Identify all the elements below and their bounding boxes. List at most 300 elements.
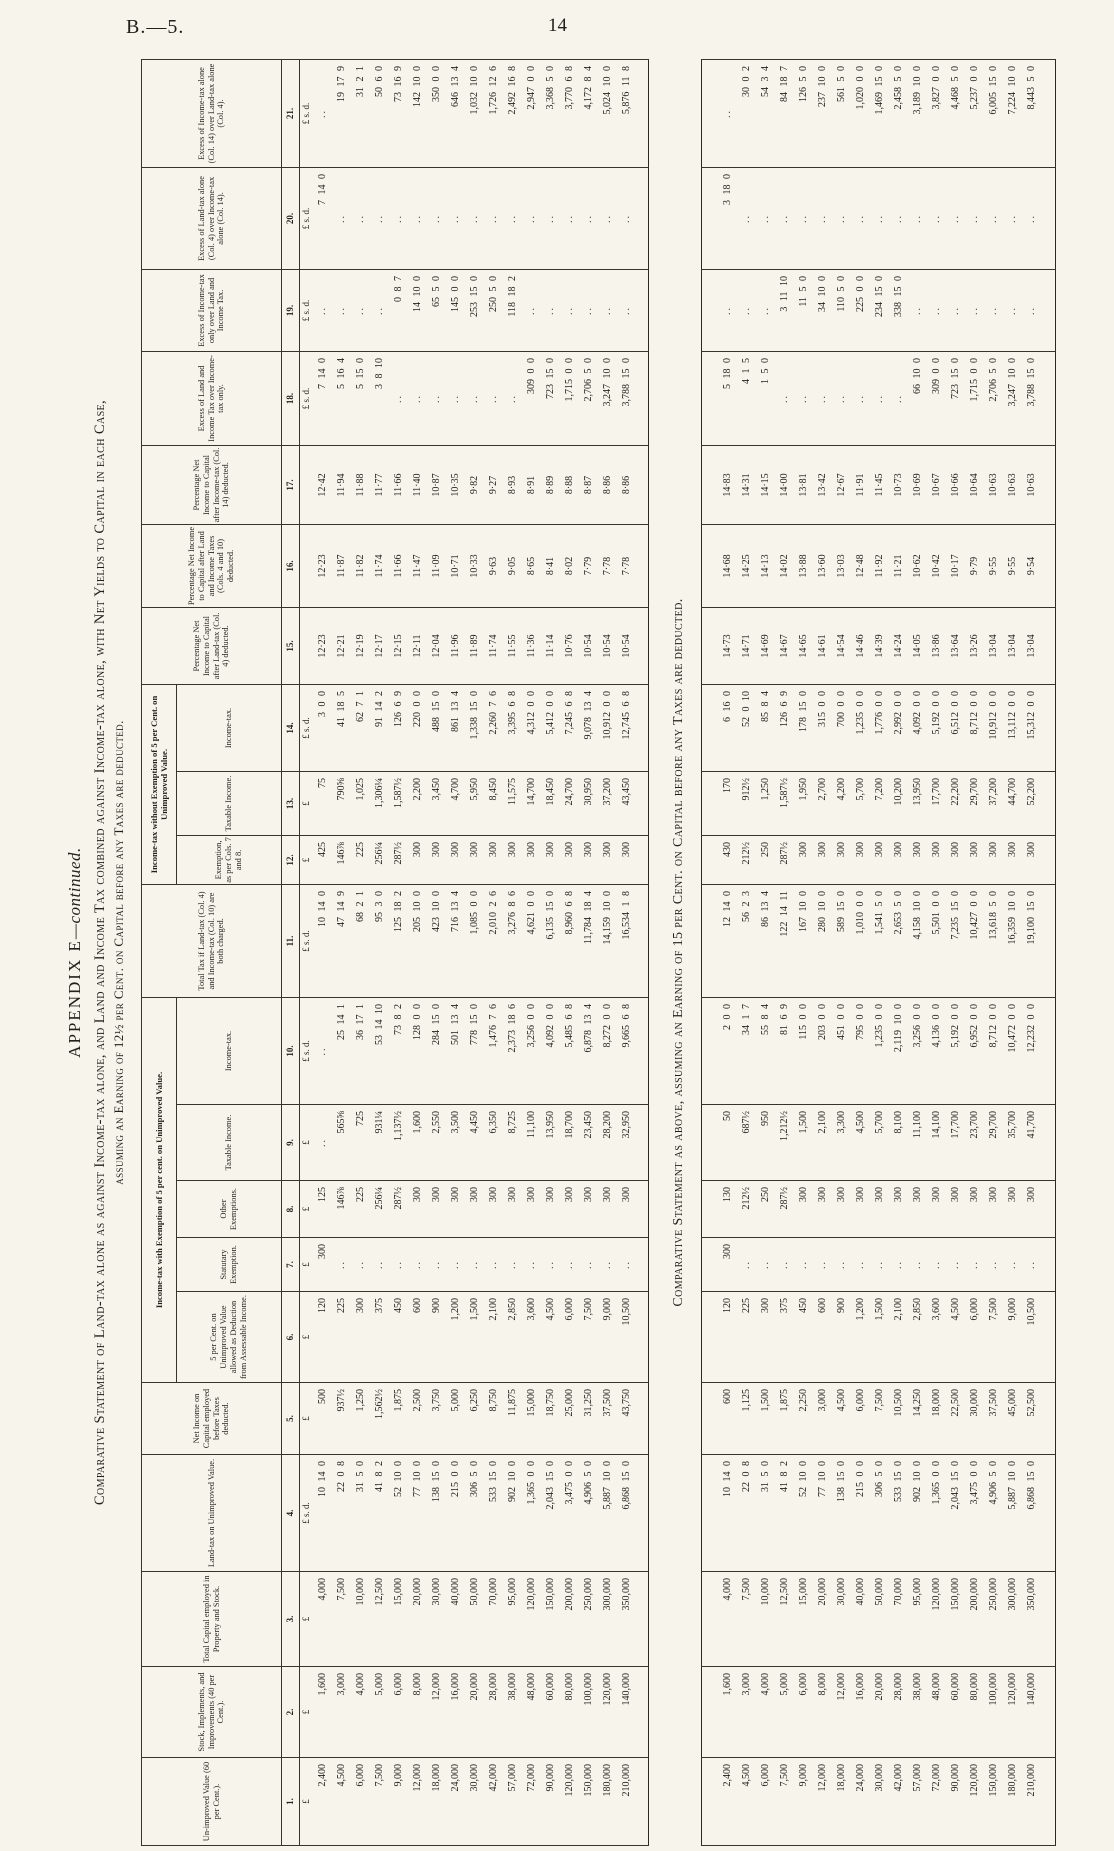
- table-cell: ..: [408, 167, 427, 269]
- table-cell: 11·82: [351, 524, 370, 607]
- table-cell: ..: [756, 270, 775, 352]
- table-cell: 180,000: [1003, 1758, 1022, 1846]
- unit-cell: £ s. d.: [300, 997, 314, 1104]
- table-cell: 5,000: [446, 1383, 465, 1455]
- table-cell: 3 8 10: [370, 351, 389, 445]
- table-cell: 6,952 0 0: [965, 998, 984, 1105]
- table-cell: 287½: [775, 836, 794, 885]
- unit-cell: [300, 445, 314, 524]
- table-cell: 85 8 4: [756, 685, 775, 772]
- table-cell: 350,000: [617, 1572, 649, 1667]
- table-cell: 10·87: [427, 445, 446, 524]
- table-cell: 37,500: [984, 1383, 1003, 1455]
- table-cell: 11·91: [851, 446, 870, 525]
- table-cell: 8·87: [579, 445, 598, 524]
- table-cell: ..: [313, 59, 332, 167]
- table-cell: 6,000: [389, 1667, 408, 1758]
- table-cell: 4,200: [832, 772, 851, 836]
- table-cell: 10·64: [965, 446, 984, 525]
- unit-cell: £ s. d.: [300, 167, 314, 269]
- group-header-row: [142, 59, 177, 1845]
- table-cell: 90,000: [541, 1758, 560, 1846]
- table-cell: 300: [465, 835, 484, 884]
- table-cell: 300: [889, 836, 908, 885]
- table-cell: ..: [737, 270, 756, 352]
- table-cell: 300: [1003, 836, 1022, 885]
- table-cell: 4,468 5 0: [946, 60, 965, 168]
- table-cell: ..: [370, 1238, 389, 1292]
- table-cell: 10·54: [617, 607, 649, 684]
- table-cell: 300: [408, 1181, 427, 1238]
- table-cell: 12·04: [427, 607, 446, 684]
- table-cell: 2,653 5 0: [889, 885, 908, 998]
- table-cell: 50,000: [465, 1572, 484, 1667]
- table-cell: 10·69: [908, 446, 927, 525]
- table-cell: 2,992 0 0: [889, 685, 908, 772]
- table-cell: 47 14 9: [332, 884, 351, 997]
- table-row: [617, 59, 649, 1845]
- table-cell: 10,427 0 0: [965, 885, 984, 998]
- table-cell: 10,200: [889, 772, 908, 836]
- unit-cell: £: [300, 1181, 314, 1238]
- table-cell: 350,000: [1022, 1572, 1056, 1667]
- table-cell: 900: [427, 1292, 446, 1383]
- column-number: 1.: [282, 1758, 300, 1846]
- table-cell: 48,000: [522, 1667, 541, 1758]
- table-cell: 50: [702, 1105, 738, 1181]
- table-cell: 5,887 10 0: [1003, 1455, 1022, 1572]
- table-cell: 125: [313, 1181, 332, 1238]
- table-cell: 45,000: [1003, 1383, 1022, 1455]
- table-cell: 13,618 5 0: [984, 885, 1003, 998]
- table-cell: 450: [794, 1292, 813, 1383]
- table-cell: 300: [832, 1181, 851, 1238]
- table-cell: 9,000: [1003, 1292, 1022, 1383]
- table-cell: 1,200: [851, 1292, 870, 1383]
- table-cell: 80,000: [560, 1667, 579, 1758]
- table-cell: 300: [965, 836, 984, 885]
- table-cell: 5,192 0 0: [927, 685, 946, 772]
- table-cell: 3,600: [927, 1292, 946, 1383]
- column-group-header: Income-tax with Exemption of 5 per cent. on Unimproved Value.: [142, 997, 177, 1382]
- column-number: 16.: [282, 524, 300, 607]
- table-cell: 11·66: [389, 445, 408, 524]
- table-cell: 44,700: [1003, 772, 1022, 836]
- table-cell: 16,000: [851, 1667, 870, 1758]
- table-row: [813, 60, 832, 1846]
- table-cell: 300: [927, 1181, 946, 1238]
- column-number: 20.: [282, 167, 300, 269]
- table-cell: 10,000: [756, 1572, 775, 1667]
- table-cell: 7 14 0: [313, 167, 332, 269]
- table-cell: 77 10 0: [408, 1455, 427, 1572]
- table-cell: ..: [617, 1238, 649, 1292]
- column-number: 5.: [282, 1383, 300, 1455]
- table-cell: 300: [313, 1238, 332, 1292]
- table-cell: 225: [737, 1292, 756, 1383]
- column-header: Exemption, as per Cols. 7 and 8.: [177, 835, 282, 884]
- table-cell: 1,600: [313, 1667, 332, 1758]
- table-cell: 1,875: [775, 1383, 794, 1455]
- unit-cell: [300, 607, 314, 684]
- table-cell: 11·96: [446, 607, 465, 684]
- table-cell: 937½: [332, 1383, 351, 1455]
- table-cell: 11·74: [370, 524, 389, 607]
- table-cell: 309 0 0: [522, 351, 541, 445]
- table-cell: 12·23: [313, 607, 332, 684]
- table-cell: 30,000: [870, 1758, 889, 1846]
- table-cell: 14·71: [737, 608, 756, 685]
- table-row: [946, 60, 965, 1846]
- table-cell: ..: [522, 269, 541, 351]
- table-cell: 350 0 0: [427, 59, 446, 167]
- table-cell: 10,500: [1022, 1292, 1056, 1383]
- table-cell: 14·67: [775, 608, 794, 685]
- table-cell: ..: [560, 167, 579, 269]
- table-cell: 17,700: [927, 772, 946, 836]
- table-cell: 5,237 0 0: [965, 60, 984, 168]
- table-cell: 11·55: [503, 607, 522, 684]
- table-cell: 126 6 9: [389, 684, 408, 771]
- table-cell: 2,100: [484, 1292, 503, 1383]
- table-cell: 375: [370, 1292, 389, 1383]
- table-cell: 60,000: [946, 1667, 965, 1758]
- table-cell: 300: [617, 1181, 649, 1238]
- table-cell: 15,000: [522, 1383, 541, 1455]
- table-cell: 120,000: [965, 1758, 984, 1846]
- table-cell: 1,476 7 6: [484, 997, 503, 1104]
- table-cell: 300: [908, 1181, 927, 1238]
- table-row: [870, 60, 889, 1846]
- table-cell: 700 0 0: [832, 685, 851, 772]
- table-cell: 38,000: [908, 1667, 927, 1758]
- table-cell: 13·04: [1022, 608, 1056, 685]
- table-cell: 140,000: [617, 1667, 649, 1758]
- table-cell: 43,750: [617, 1383, 649, 1455]
- table-cell: 300: [408, 835, 427, 884]
- table-cell: 300: [965, 1181, 984, 1238]
- table-cell: 8·65: [522, 524, 541, 607]
- table-cell: ..: [332, 269, 351, 351]
- table-cell: 13,950: [908, 772, 927, 836]
- table-cell: 9·05: [503, 524, 522, 607]
- table-row: [465, 59, 484, 1845]
- table-cell: ..: [598, 167, 617, 269]
- table-cell: 488 15 0: [427, 684, 446, 771]
- table-cell: 4,000: [351, 1667, 370, 1758]
- column-number: 9.: [282, 1105, 300, 1181]
- table-cell: 2,373 18 6: [503, 997, 522, 1104]
- table-cell: 300: [702, 1238, 738, 1292]
- table-cell: 1,212½: [775, 1105, 794, 1181]
- table-cell: 250 5 0: [484, 269, 503, 351]
- table-cell: 11·66: [389, 524, 408, 607]
- table-cell: 2,400: [702, 1758, 738, 1846]
- table-cell: ..: [503, 351, 522, 445]
- table-cell: 18,450: [541, 771, 560, 835]
- table-cell: 24,000: [446, 1758, 465, 1846]
- table-cell: 6,868 15 0: [617, 1455, 649, 1572]
- table-cell: ..: [522, 167, 541, 269]
- table-cell: 306 5 0: [465, 1455, 484, 1572]
- table-cell: 4,500: [332, 1758, 351, 1846]
- unit-cell: £: [300, 1667, 314, 1758]
- column-header: Net Income on Capital employed before Taxes deducted.: [142, 1383, 282, 1455]
- table-row: [351, 59, 370, 1845]
- table-cell: 10·42: [927, 525, 946, 608]
- table-cell: 7·79: [579, 524, 598, 607]
- table-cell: ..: [775, 352, 794, 446]
- table-cell: ..: [984, 168, 1003, 270]
- table-cell: 9,078 13 4: [579, 684, 598, 771]
- table-cell: 13·42: [813, 446, 832, 525]
- table-cell: 11·88: [351, 445, 370, 524]
- table-cell: ..: [484, 351, 503, 445]
- table-row: [541, 59, 560, 1845]
- table-cell: 70,000: [484, 1572, 503, 1667]
- table-cell: 533 15 0: [484, 1455, 503, 1572]
- table-cell: 138 15 0: [427, 1455, 446, 1572]
- table-cell: 95,000: [503, 1572, 522, 1667]
- table-cell: 77 10 0: [813, 1455, 832, 1572]
- table-cell: 8·91: [522, 445, 541, 524]
- table-cell: 250: [756, 1181, 775, 1238]
- table-cell: 56 2 3: [737, 885, 756, 998]
- table-cell: 120,000: [1003, 1667, 1022, 1758]
- table-cell: 43,450: [617, 771, 649, 835]
- table-cell: ..: [484, 1238, 503, 1292]
- table-cell: 3,770 6 8: [560, 59, 579, 167]
- table-cell: 14·83: [702, 446, 738, 525]
- column-number: 18.: [282, 351, 300, 445]
- table-cell: 14·15: [756, 446, 775, 525]
- table-cell: 1,500: [794, 1105, 813, 1181]
- table-cell: 7,245 6 8: [560, 684, 579, 771]
- table-cell: 52,500: [1022, 1383, 1056, 1455]
- table-cell: 10·35: [446, 445, 465, 524]
- table-cell: 338 15 0: [889, 270, 908, 352]
- table-cell: 12,745 6 8: [617, 684, 649, 771]
- table-cell: 120,000: [560, 1758, 579, 1846]
- table-cell: 300: [465, 1181, 484, 1238]
- table-cell: 60,000: [541, 1667, 560, 1758]
- table-cell: 29,700: [965, 772, 984, 836]
- table-cell: 2,947 0 0: [522, 59, 541, 167]
- table-row: [1003, 60, 1022, 1846]
- table-cell: 72,000: [927, 1758, 946, 1846]
- table-row: [756, 60, 775, 1846]
- table-cell: 13·04: [1003, 608, 1022, 685]
- table-cell: ..: [351, 1238, 370, 1292]
- table-cell: 5,700: [851, 772, 870, 836]
- table-row: [579, 59, 598, 1845]
- table-cell: 300: [927, 836, 946, 885]
- table-cell: ..: [446, 351, 465, 445]
- table-cell: 12 14 0: [702, 885, 738, 998]
- unit-cell: £ s. d.: [300, 59, 314, 167]
- table-cell: 10,472 0 0: [1003, 998, 1022, 1105]
- table-cell: 300: [889, 1181, 908, 1238]
- table-cell: 300: [351, 1292, 370, 1383]
- column-header: Statutary Exemption.: [177, 1238, 282, 1292]
- table-cell: 300: [813, 1181, 832, 1238]
- table-cell: 300: [560, 835, 579, 884]
- table-cell: 600: [813, 1292, 832, 1383]
- table-cell: ..: [908, 1238, 927, 1292]
- table-cell: 8·41: [541, 524, 560, 607]
- column-header: Excess of Income-tax only over Land and Income Tax.: [142, 269, 282, 351]
- table-cell: 16,534 1 8: [617, 884, 649, 997]
- table-cell: 10·54: [598, 607, 617, 684]
- column-header: Excess of Land-tax alone (Col. 4) over Income-tax alone (Col. 14).: [142, 167, 282, 269]
- table-cell: 1,250: [351, 1383, 370, 1455]
- table-cell: 50,000: [870, 1572, 889, 1667]
- table-cell: 20,000: [813, 1572, 832, 1667]
- appendix-label: APPENDIX E: [65, 939, 84, 1058]
- column-number: 11.: [282, 884, 300, 997]
- table-row: [503, 59, 522, 1845]
- table-cell: 4,092 0 0: [908, 685, 927, 772]
- table-cell: 1,125: [737, 1383, 756, 1455]
- table-cell: 8,712 0 0: [965, 685, 984, 772]
- table-cell: 6,000: [965, 1292, 984, 1383]
- table-cell: 1,200: [446, 1292, 465, 1383]
- table-cell: 6,000: [794, 1667, 813, 1758]
- table-cell: 30,000: [427, 1572, 446, 1667]
- table-cell: 70,000: [889, 1572, 908, 1667]
- table-cell: 4,000: [702, 1572, 738, 1667]
- table-cell: 12·23: [313, 524, 332, 607]
- table-cell: 300: [908, 836, 927, 885]
- column-header: Income-tax.: [177, 997, 282, 1104]
- table-cell: 2,100: [813, 1105, 832, 1181]
- table-cell: 12·48: [851, 525, 870, 608]
- table-cell: 5,000: [775, 1667, 794, 1758]
- table-cell: 2,706 5 0: [984, 352, 1003, 446]
- table-cell: 12,000: [813, 1758, 832, 1846]
- table-cell: 6 16 0: [702, 685, 738, 772]
- table-cell: ..: [756, 1238, 775, 1292]
- table-cell: 1 5 0: [756, 352, 775, 446]
- table-cell: 3,475 0 0: [965, 1455, 984, 1572]
- table-cell: 50 6 0: [370, 59, 389, 167]
- table-row: [851, 60, 870, 1846]
- column-group-header: Income-tax without Exemption of 5 per Cent. on Unimproved Value.: [142, 684, 177, 884]
- table-cell: 1,010 0 0: [851, 885, 870, 998]
- table-cell: 3,475 0 0: [560, 1455, 579, 1572]
- table-cell: ..: [617, 269, 649, 351]
- table-cell: 1,338 15 0: [465, 684, 484, 771]
- table-row: [702, 60, 738, 1846]
- table-cell: 28,200: [598, 1105, 617, 1181]
- table-cell: 75: [313, 771, 332, 835]
- table-cell: 4,158 10 0: [908, 885, 927, 998]
- second-table-title: Comparative Statement as above, assuming an Earning of 15 per Cent. on Capital before any Taxes are deducted.: [671, 598, 686, 1307]
- table-cell: 3,247 10 0: [1003, 352, 1022, 446]
- table-cell: 68 2 1: [351, 884, 370, 997]
- table-cell: 18,700: [560, 1105, 579, 1181]
- table-cell: 200,000: [560, 1572, 579, 1667]
- table-cell: 20,000: [870, 1667, 889, 1758]
- table-cell: 778 15 0: [465, 997, 484, 1104]
- table-cell: ..: [503, 167, 522, 269]
- table-cell: 18,000: [427, 1758, 446, 1846]
- table-cell: 1,365 0 0: [927, 1455, 946, 1572]
- table-cell: 8,725: [503, 1105, 522, 1181]
- table-cell: 126 6 9: [775, 685, 794, 772]
- table-cell: 300: [851, 836, 870, 885]
- table-cell: ..: [1003, 1238, 1022, 1292]
- table-cell: 14·24: [889, 608, 908, 685]
- table-cell: 600: [408, 1292, 427, 1383]
- table-row: [984, 60, 1003, 1846]
- table-cell: 170: [702, 772, 738, 836]
- table-row: [408, 59, 427, 1845]
- table-cell: 6,000: [560, 1292, 579, 1383]
- table-cell: ..: [1022, 168, 1056, 270]
- table-cell: 205 10 0: [408, 884, 427, 997]
- table-cell: 501 13 4: [446, 997, 465, 1104]
- table-cell: 2,119 10 0: [889, 998, 908, 1105]
- column-number-row: [282, 59, 300, 1845]
- table-cell: 6,000: [756, 1758, 775, 1846]
- table-cell: 8,712 0 0: [984, 998, 1003, 1105]
- table-cell: 18,000: [927, 1383, 946, 1455]
- table-cell: 11·40: [408, 445, 427, 524]
- table-cell: 4,500: [832, 1383, 851, 1455]
- column-number: 10.: [282, 997, 300, 1104]
- table-cell: 100,000: [579, 1667, 598, 1758]
- table-cell: 150,000: [579, 1758, 598, 1846]
- table-cell: 11,100: [522, 1105, 541, 1181]
- table-cell: ..: [522, 1238, 541, 1292]
- table-cell: 3,827 0 0: [927, 60, 946, 168]
- table-cell: 1,950: [794, 772, 813, 836]
- table-cell: 10 14 0: [313, 884, 332, 997]
- table-cell: 25 14 1: [332, 997, 351, 1104]
- table-cell: 287½: [775, 1181, 794, 1238]
- table-cell: 1,020 0 0: [851, 60, 870, 168]
- rotated-sheet: [57, 58, 1099, 1847]
- table-cell: 300: [984, 836, 1003, 885]
- column-number: 8.: [282, 1181, 300, 1238]
- table-cell: 145 0 0: [446, 269, 465, 351]
- table-cell: 8,443 5 0: [1022, 60, 1056, 168]
- table-cell: 2 0 0: [702, 998, 738, 1105]
- column-header: Taxable Income.: [177, 771, 282, 835]
- table-cell: 128 0 0: [408, 997, 427, 1104]
- table-row: [560, 59, 579, 1845]
- table-cell: 1,250: [756, 772, 775, 836]
- table-cell: 11·36: [522, 607, 541, 684]
- table-cell: 2,700: [813, 772, 832, 836]
- table-cell: 375: [775, 1292, 794, 1383]
- table-cell: ..: [598, 269, 617, 351]
- table-cell: 5,876 11 8: [617, 59, 649, 167]
- table-cell: 11·14: [541, 607, 560, 684]
- unit-cell: £ s. d.: [300, 269, 314, 351]
- table-cell: 120,000: [598, 1667, 617, 1758]
- column-header: Total Capital employed in Property and Stock.: [142, 1572, 282, 1667]
- table-cell: 287½: [389, 835, 408, 884]
- table-cell: 2,706 5 0: [579, 351, 598, 445]
- table-cell: 120,000: [522, 1572, 541, 1667]
- table-cell: 0 8 7: [389, 269, 408, 351]
- table-cell: 37,500: [598, 1383, 617, 1455]
- table-cell: ..: [1003, 168, 1022, 270]
- table-cell: ..: [541, 269, 560, 351]
- table-cell: 16,359 10 0: [1003, 885, 1022, 998]
